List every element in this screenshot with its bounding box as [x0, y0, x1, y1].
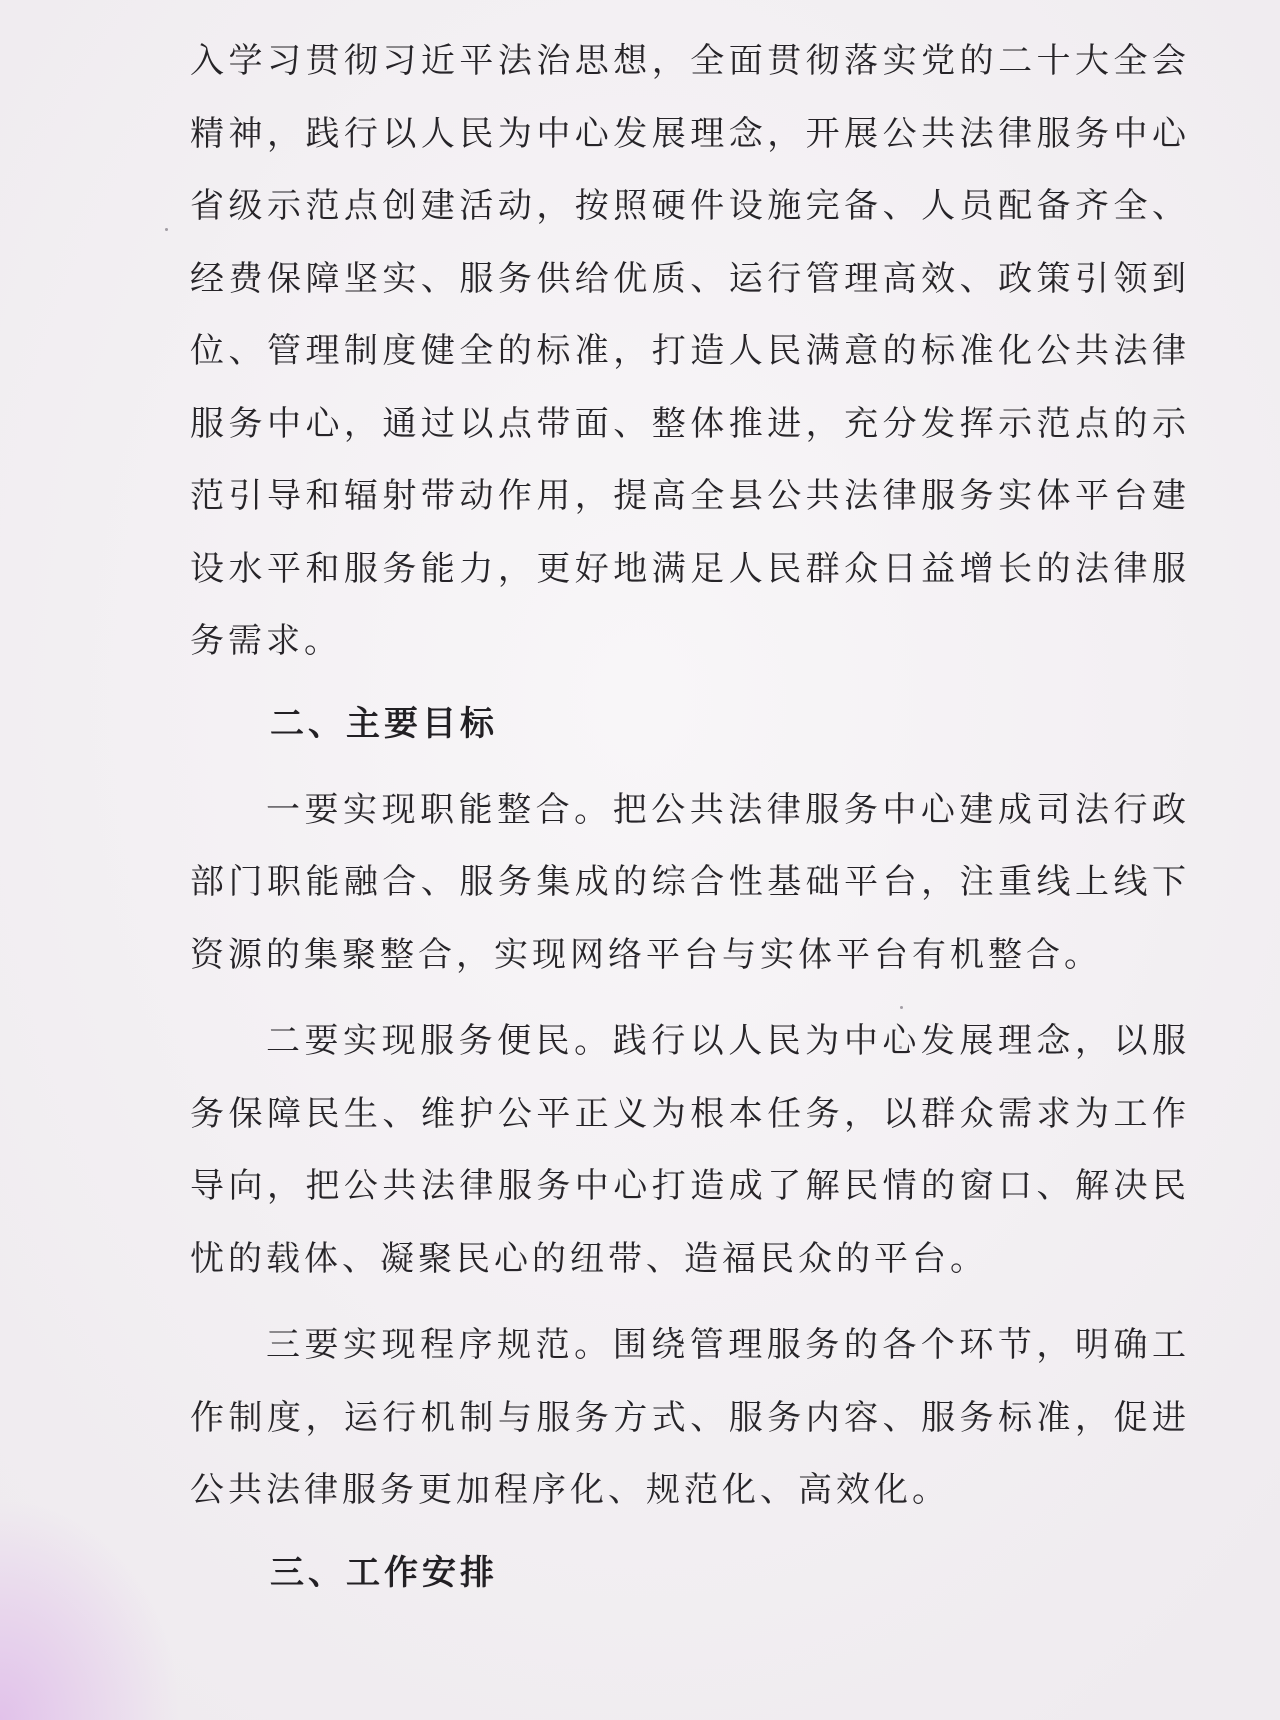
section-three-heading: 三、工作安排	[270, 1552, 498, 1593]
section-two-heading: 二、主要目标	[270, 703, 498, 744]
goal-two-paragraph: 二要实现服务便民。践行以人民为中心发展理念，以服务保障民生、维护公平正义为根本任务，以群众需求为工作导向，把公共法律服务中心打造成了解民情的窗口、解决民忧的载体、凝聚民心的纽带、造福民众的平台。	[190, 1021, 1190, 1279]
goal-three-paragraph: 三要实现程序规范。围绕管理服务的各个环节，明确工作制度，运行机制与服务方式、服务内容、服务标准，促进公共法律服务更加程序化、规范化、高效化。	[190, 1325, 1190, 1510]
paper-speck	[165, 228, 168, 231]
intro-paragraph: 入学习贯彻习近平法治思想，全面贯彻落实党的二十大全会精神，践行以人民为中心发展理念，开展公共法律服务中心省级示范点创建活动，按照硬件设施完备、人员配备齐全、经费保障坚实、服务供给优质、运行管理高效、政策引领到位、管理制度健全的标准，打造人民满意的标准化公共法律服务中心，通过以点带面、整体推进，充分发挥示范点的示范引导和辐射带动作用，提高全县公共法律服务实体平台建设水平和服务能力，更好地满足人民群众日益增长的法律服务需求。	[190, 41, 1190, 661]
document-body	[190, 25, 1190, 1609]
goal-one-paragraph: 一要实现职能整合。把公共法律服务中心建成司法行政部门职能融合、服务集成的综合性基础平台，注重线上线下资源的集聚整合，实现网络平台与实体平台有机整合。	[190, 789, 1190, 975]
